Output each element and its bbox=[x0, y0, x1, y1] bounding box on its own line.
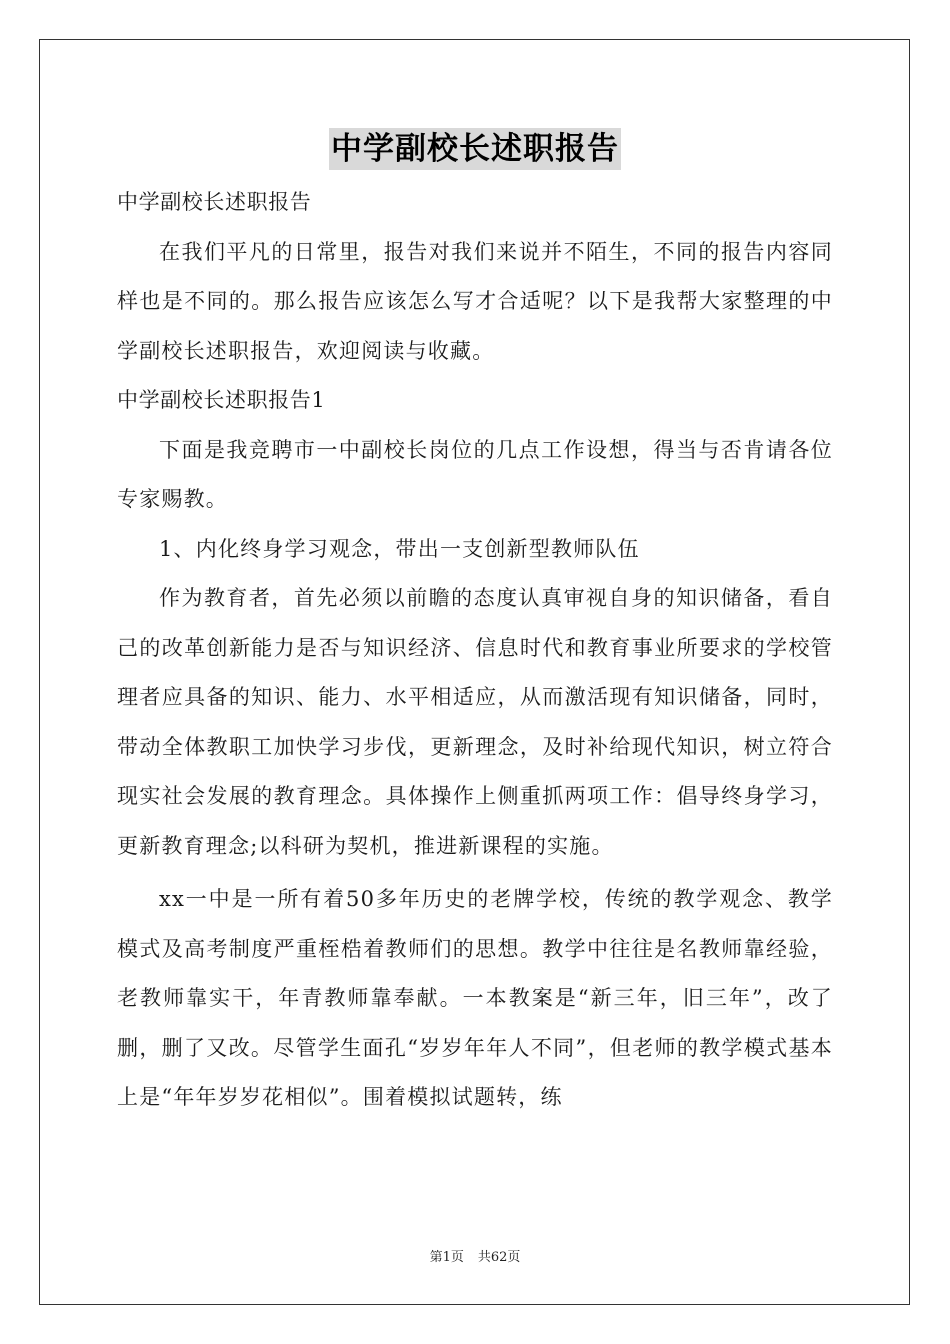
body-paragraph: 作为教育者，首先必须以前瞻的态度认真审视自身的知识储备，看自己的改革创新能力是否与知识经济、信息时代和教育事业所要求的学校管理者应具备的知识、能力、水平相适应，从而激活现有知识储备，同时，带动全体教职工加快学习步伐，更新理念，及时补给现代知识，树立符合现实社会发展的教育理念。具体操作上侧重抓两项工作：倡导终身学习，更新教育理念;以科研为契机，推进新课程的实施。 bbox=[117, 586, 833, 858]
body-paragraph: 下面是我竞聘市一中副校长岗位的几点工作设想，得当与否肯请各位专家赐教。 bbox=[117, 437, 833, 511]
page-footer bbox=[0, 1246, 950, 1265]
document-body bbox=[117, 178, 833, 1123]
section-heading-1: 中学副校长述职报告1 bbox=[117, 388, 326, 412]
body-paragraph: xx一中是一所有着50多年历史的老牌学校，传统的教学观念、教学模式及高考制度严重桎梏着教师们的思想。教学中往往是名教师靠经验，老教师靠实干，年青教师靠奉献。一本教案是“新三年，旧三年”，改了删，删了又改。尽管学生面孔“岁岁年年人不同”，但老师的教学模式基本上是“年年岁岁花相似”。围着模拟试题转，练 bbox=[117, 887, 833, 1109]
document-title: 中学副校长述职报告 bbox=[329, 128, 621, 170]
title-container bbox=[0, 128, 950, 170]
intro-paragraph: 在我们平凡的日常里，报告对我们来说并不陌生，不同的报告内容同样也是不同的。那么报告应该怎么写才合适呢？以下是我帮大家整理的中学副校长述职报告，欢迎阅读与收藏。 bbox=[117, 239, 833, 363]
section-heading: 中学副校长述职报告 bbox=[117, 190, 312, 214]
numbered-point: 1、内化终身学习观念，带出一支创新型教师队伍 bbox=[159, 536, 640, 561]
page-number: 第1页 bbox=[429, 1250, 464, 1265]
page-total: 共62页 bbox=[477, 1250, 521, 1265]
